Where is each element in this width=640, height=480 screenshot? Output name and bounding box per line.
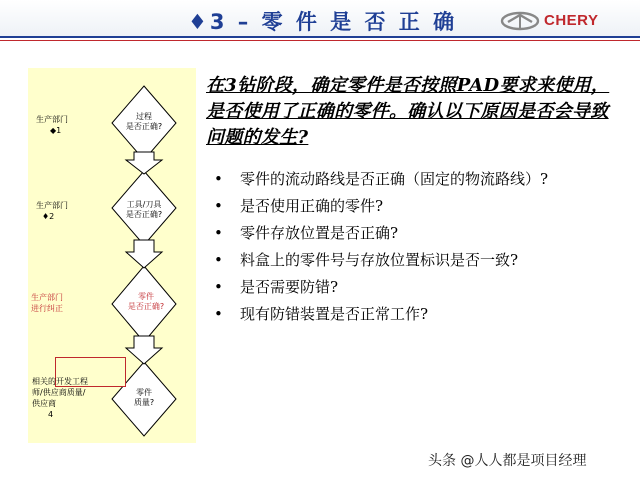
dept-label-4: 相关的开发工程 师/供应商质量/ 供应商 4 [32, 377, 88, 419]
list-item: • 零件的流动路线是否正确（固定的物流路线）? [212, 166, 548, 193]
dept-label-3: 生产部门 进行纠正 [31, 293, 63, 313]
bullet-icon: • [214, 170, 223, 188]
decision-text-1: 过程 是否正确? [125, 112, 163, 131]
list-item: • 是否需要防错? [212, 274, 548, 301]
bullet-icon: • [214, 197, 223, 215]
brand [500, 10, 630, 32]
dept-label-1: 生产部门 ◆1 [36, 115, 68, 135]
bullet-icon: • [214, 251, 223, 269]
intro-text: 在3钻阶段，确定零件是否按照PAD要求来使用，是否使用了正确的零件。确认以下原因是否会导致问题的发生? [206, 75, 610, 148]
header-bar [0, 0, 640, 36]
watermark: 头条 @人人都是项目经理 [428, 453, 587, 469]
flow-arrow-2 [126, 240, 162, 268]
header-rule-blue [0, 36, 640, 38]
decision-text-2: 工具/刀具 是否正确? [125, 200, 163, 219]
chery-logo-icon [500, 10, 540, 32]
check-list [212, 166, 548, 328]
list-item: • 零件存放位置是否正确? [212, 220, 548, 247]
flow-arrow-3 [126, 336, 162, 364]
brand-text: CHERY [544, 12, 599, 29]
bullet-icon: • [214, 278, 223, 296]
flowchart [28, 68, 196, 443]
flow-arrow-1 [126, 152, 162, 174]
decision-text-3: 零件 是否正确? [127, 292, 165, 311]
bullet-icon: • [214, 224, 223, 242]
dept-label-2: 生产部门 ♦2 [36, 201, 68, 221]
bullet-icon: • [214, 305, 223, 323]
decision-text-4: 零件 质量? [133, 388, 155, 407]
list-item: • 现有防错装置是否正常工作? [212, 301, 548, 328]
list-item: • 是否使用正确的零件? [212, 193, 548, 220]
list-item: • 料盒上的零件号与存放位置标识是否一致? [212, 247, 548, 274]
header-rule-red [0, 40, 640, 41]
page-title: ♦3 – 零 件 是 否 正 确 [188, 10, 458, 34]
